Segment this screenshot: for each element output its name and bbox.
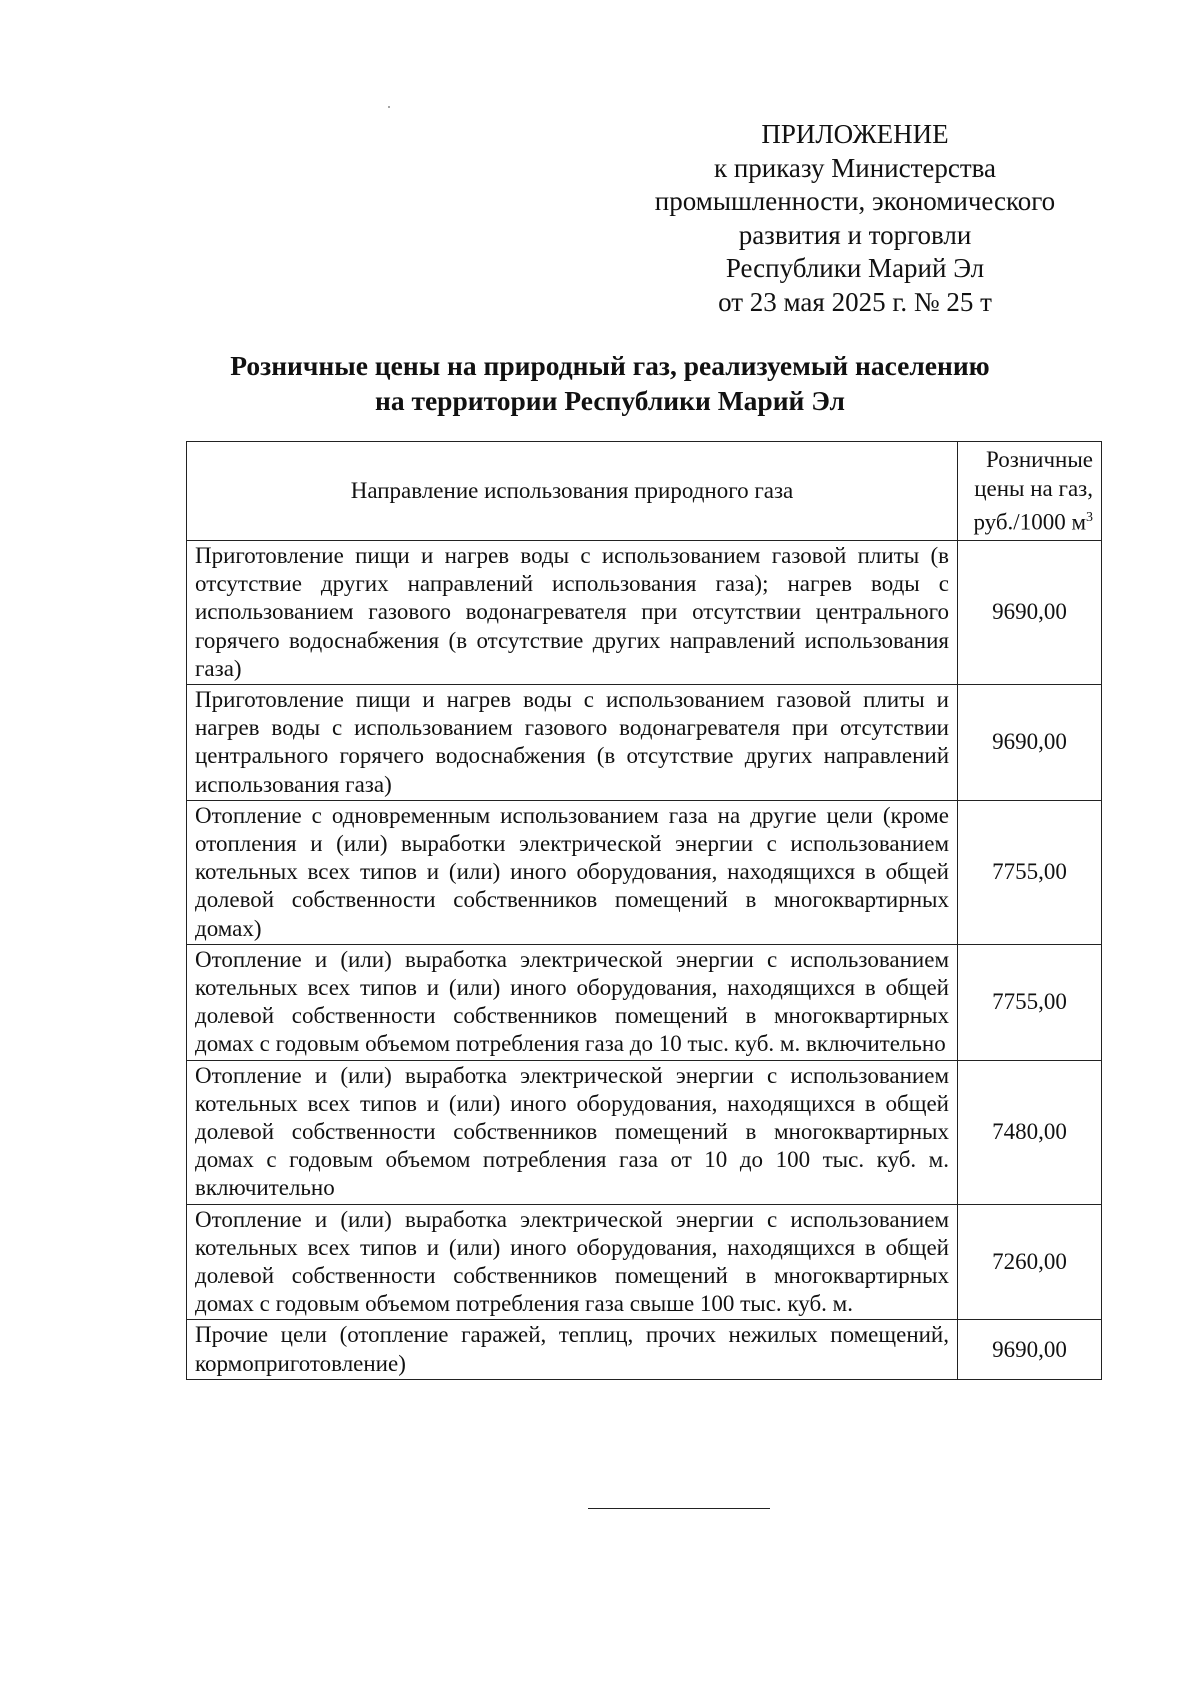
table-row — [187, 1204, 1102, 1320]
row-purpose: Прочие цели (отопление гаражей, теплиц, прочих нежилых помещений, кормоприготовление) — [187, 1320, 958, 1379]
row-price: 9690,00 — [958, 685, 1102, 801]
row-purpose: Отопление и (или) выработка электрической энергии с использованием котельных всех типов и (или) иного оборудования, находящихся в общей долевой собственности собственников помещений в многоквартирных домах с годовым объемом потребления газа до 10 тыс. куб. м. включительно — [187, 944, 958, 1060]
price-column-header — [958, 442, 1102, 541]
document-title-line: на территории Республики Марий Эл — [375, 385, 845, 416]
signature-divider-line — [588, 1508, 770, 1509]
table-row — [187, 1060, 1102, 1204]
row-price: 7480,00 — [958, 1060, 1102, 1204]
appendix-line: развития и торговли — [738, 219, 972, 250]
row-price: 7260,00 — [958, 1204, 1102, 1320]
table-header-row — [187, 442, 1102, 541]
row-purpose: Приготовление пищи и нагрев воды с использованием газовой плиты и нагрев воды с использованием газового водонагревателя при отсутствии центрального горячего водоснабжения (в отсутствие других направлений использования газа) — [187, 685, 958, 801]
appendix-block — [640, 118, 1070, 319]
price-header-unit: руб./1000 м — [973, 509, 1086, 535]
row-purpose: Отопление и (или) выработка электрической энергии с использованием котельных всех типов и (или) иного оборудования, находящихся в общей долевой собственности собственников помещений в многоквартирных домах с годовым объемом потребления газа от 10 до 100 тыс. куб. м. включительно — [187, 1060, 958, 1204]
table-row — [187, 541, 1102, 685]
row-price: 9690,00 — [958, 541, 1102, 685]
document-title — [180, 348, 1040, 418]
table-row — [187, 1320, 1102, 1379]
purpose-column-header: Направление использования природного газа — [187, 442, 958, 541]
price-header-line: цены на газ, — [974, 476, 1093, 502]
row-purpose: Отопление с одновременным использованием газа на другие цели (кроме отопления и (или) выработки электрической энергии с использованием котельных всех типов и (или) иного оборудования, находящихся в общей долевой собственности собственников помещений в многоквартирных домах) — [187, 800, 958, 944]
price-header-line — [966, 503, 1093, 537]
row-purpose: Отопление и (или) выработка электрической энергии с использованием котельных всех типов и (или) иного оборудования, находящихся в общей долевой собственности собственников помещений в многоквартирных домах с годовым объемом потребления газа свыше 100 тыс. куб. м. — [187, 1204, 958, 1320]
table-row — [187, 800, 1102, 944]
row-price: 9690,00 — [958, 1320, 1102, 1379]
row-price: 7755,00 — [958, 944, 1102, 1060]
appendix-heading: ПРИЛОЖЕНИЕ — [761, 119, 949, 149]
appendix-order-date: от 23 мая 2025 г. № 25 т — [718, 286, 992, 317]
price-header-unit-exponent: 3 — [1086, 510, 1093, 526]
table-row — [187, 685, 1102, 801]
document-title-line: Розничные цены на природный газ, реализуемый населению — [230, 350, 990, 381]
row-price: 7755,00 — [958, 800, 1102, 944]
price-header-line: Розничные — [986, 447, 1093, 473]
row-purpose: Приготовление пищи и нагрев воды с использованием газовой плиты (в отсутствие других направлений использования газа); нагрев воды с использованием газового водонагревателя при отсутствии центрального горячего водоснабжения (в отсутствие других направлений использования газа) — [187, 541, 958, 685]
gas-prices-table — [186, 441, 1102, 1380]
table-row — [187, 944, 1102, 1060]
appendix-line: Республики Марий Эл — [725, 253, 985, 283]
appendix-line: промышленности, экономического — [654, 186, 1056, 216]
appendix-line: к приказу Министерства — [713, 152, 997, 183]
scan-speck — [388, 106, 390, 108]
